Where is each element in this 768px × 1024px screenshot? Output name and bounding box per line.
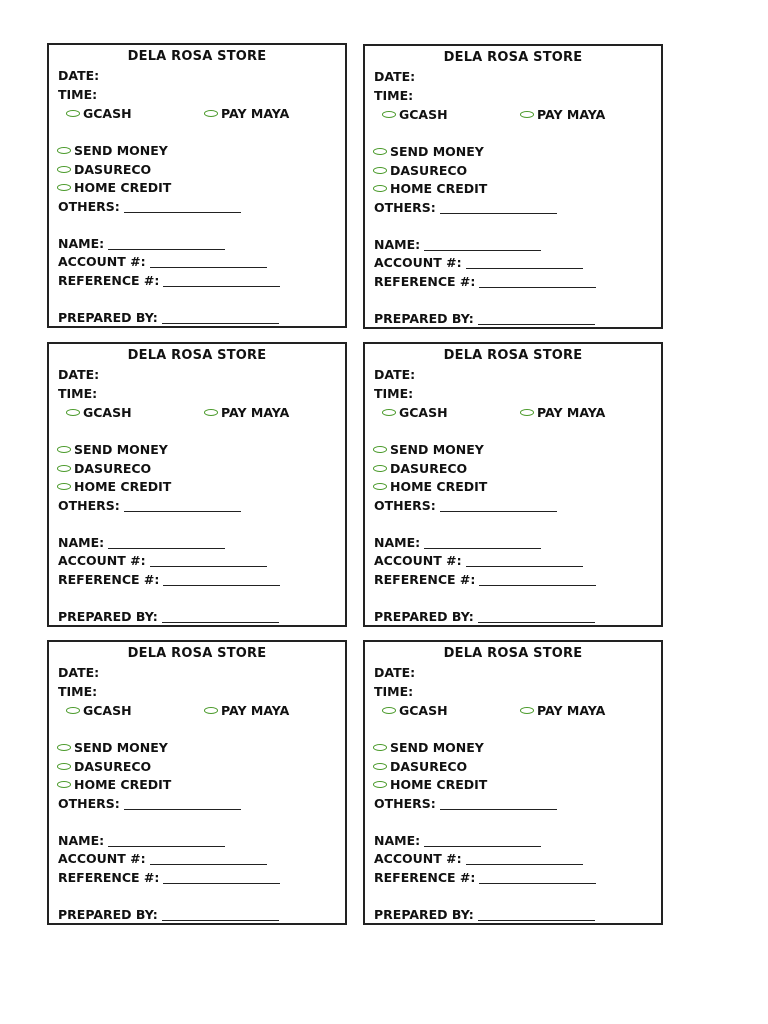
account-label: ACCOUNT #: <box>58 254 146 269</box>
date-label: DATE: <box>58 665 100 680</box>
others-label: OTHERS: <box>58 199 120 214</box>
account-field[interactable] <box>466 257 583 269</box>
home-credit-radio-icon[interactable] <box>57 483 71 490</box>
name-field[interactable] <box>424 537 541 549</box>
dasureco-radio-icon[interactable] <box>57 465 71 472</box>
reference-row <box>374 870 596 885</box>
others-label: OTHERS: <box>374 796 436 811</box>
time-row <box>58 87 97 102</box>
home-credit-radio-icon[interactable] <box>373 483 387 490</box>
paymaya-label: PAY MAYA <box>537 405 606 420</box>
paymaya-radio-icon[interactable] <box>520 707 534 714</box>
home-credit-label: HOME CREDIT <box>390 777 488 792</box>
home-credit-label: HOME CREDIT <box>74 180 172 195</box>
dasureco-option[interactable] <box>373 163 467 178</box>
name-label: NAME: <box>58 535 105 550</box>
dasureco-label: DASURECO <box>390 759 468 774</box>
date-row <box>374 367 415 382</box>
home-credit-option[interactable] <box>57 180 171 195</box>
prepared-by-field[interactable] <box>162 312 279 324</box>
date-row <box>58 68 99 83</box>
others-label: OTHERS: <box>374 498 436 513</box>
account-label: ACCOUNT #: <box>58 553 146 568</box>
name-row <box>58 535 225 550</box>
account-row <box>58 553 267 568</box>
paymaya-option[interactable] <box>204 703 289 718</box>
time-row <box>374 684 413 699</box>
others-field[interactable] <box>124 201 241 213</box>
store-name: DELA ROSA STORE <box>443 50 583 65</box>
gcash-radio-icon[interactable] <box>382 111 396 118</box>
paymaya-option[interactable] <box>204 106 289 121</box>
name-row <box>374 237 541 252</box>
prepared-by-row <box>58 609 279 624</box>
send-money-radio-icon[interactable] <box>57 147 71 154</box>
others-label: OTHERS: <box>58 796 120 811</box>
name-label: NAME: <box>58 236 105 251</box>
reference-field[interactable] <box>479 574 596 586</box>
time-label: TIME: <box>58 386 98 401</box>
home-credit-option[interactable] <box>57 777 171 792</box>
paymaya-radio-icon[interactable] <box>204 707 218 714</box>
reference-field[interactable] <box>479 276 596 288</box>
name-field[interactable] <box>108 835 225 847</box>
account-row <box>374 851 583 866</box>
others-field[interactable] <box>124 798 241 810</box>
time-label: TIME: <box>58 684 98 699</box>
voucher-card <box>47 640 347 925</box>
gcash-label: GCASH <box>399 703 448 718</box>
name-label: NAME: <box>374 833 421 848</box>
dasureco-radio-icon[interactable] <box>57 166 71 173</box>
gcash-radio-icon[interactable] <box>66 707 80 714</box>
prepared-by-field[interactable] <box>478 611 595 623</box>
others-row <box>58 498 241 513</box>
gcash-label: GCASH <box>83 405 132 420</box>
voucher-card <box>47 342 347 627</box>
others-field[interactable] <box>440 202 557 214</box>
send-money-label: SEND MONEY <box>390 442 484 457</box>
dasureco-option[interactable] <box>57 461 151 476</box>
store-name: DELA ROSA STORE <box>127 646 267 661</box>
gcash-radio-icon[interactable] <box>382 409 396 416</box>
reference-label: REFERENCE #: <box>58 273 160 288</box>
dasureco-option[interactable] <box>57 759 151 774</box>
time-row <box>58 386 97 401</box>
home-credit-option[interactable] <box>57 479 171 494</box>
send-money-label: SEND MONEY <box>390 740 484 755</box>
reference-label: REFERENCE #: <box>58 870 160 885</box>
dasureco-option[interactable] <box>373 759 467 774</box>
reference-row <box>58 572 280 587</box>
others-row <box>58 796 241 811</box>
dasureco-label: DASURECO <box>74 461 152 476</box>
paymaya-option[interactable] <box>520 405 605 420</box>
account-row <box>58 851 267 866</box>
reference-label: REFERENCE #: <box>374 274 476 289</box>
name-label: NAME: <box>58 833 105 848</box>
prepared-by-label: PREPARED BY: <box>374 609 474 624</box>
dasureco-label: DASURECO <box>74 759 152 774</box>
voucher-card <box>363 640 663 925</box>
name-field[interactable] <box>424 835 541 847</box>
send-money-label: SEND MONEY <box>390 144 484 159</box>
account-field[interactable] <box>150 256 267 268</box>
paymaya-label: PAY MAYA <box>537 107 606 122</box>
gcash-option[interactable] <box>382 703 448 718</box>
reference-label: REFERENCE #: <box>58 572 160 587</box>
reference-row <box>374 274 596 289</box>
date-label: DATE: <box>374 665 416 680</box>
prepared-by-row <box>58 907 279 922</box>
reference-field[interactable] <box>163 574 280 586</box>
home-credit-option[interactable] <box>373 181 487 196</box>
paymaya-label: PAY MAYA <box>221 405 290 420</box>
paymaya-radio-icon[interactable] <box>204 409 218 416</box>
gcash-label: GCASH <box>399 107 448 122</box>
dasureco-option[interactable] <box>373 461 467 476</box>
account-row <box>374 553 583 568</box>
date-row <box>58 367 99 382</box>
voucher-card <box>363 342 663 627</box>
paymaya-radio-icon[interactable] <box>520 409 534 416</box>
time-label: TIME: <box>374 88 414 103</box>
paymaya-radio-icon[interactable] <box>204 110 218 117</box>
name-label: NAME: <box>374 535 421 550</box>
date-label: DATE: <box>374 367 416 382</box>
prepared-by-label: PREPARED BY: <box>374 907 474 922</box>
paymaya-label: PAY MAYA <box>221 106 290 121</box>
prepared-by-row <box>374 311 595 326</box>
account-row <box>58 254 267 269</box>
prepared-by-row <box>374 907 595 922</box>
gcash-label: GCASH <box>83 703 132 718</box>
send-money-radio-icon[interactable] <box>57 744 71 751</box>
others-field[interactable] <box>124 500 241 512</box>
prepared-by-field[interactable] <box>162 909 279 921</box>
account-label: ACCOUNT #: <box>374 851 462 866</box>
dasureco-option[interactable] <box>57 162 151 177</box>
reference-row <box>58 273 280 288</box>
send-money-option[interactable] <box>373 740 484 755</box>
paymaya-option[interactable] <box>520 703 605 718</box>
name-row <box>58 833 225 848</box>
home-credit-label: HOME CREDIT <box>74 777 172 792</box>
name-label: NAME: <box>374 237 421 252</box>
prepared-by-row <box>374 609 595 624</box>
others-row <box>374 796 557 811</box>
date-label: DATE: <box>58 68 100 83</box>
send-money-option[interactable] <box>57 442 168 457</box>
gcash-radio-icon[interactable] <box>66 110 80 117</box>
date-row <box>58 665 99 680</box>
time-label: TIME: <box>374 684 414 699</box>
store-name: DELA ROSA STORE <box>127 49 267 64</box>
send-money-option[interactable] <box>373 144 484 159</box>
dasureco-label: DASURECO <box>74 162 152 177</box>
name-row <box>374 535 541 550</box>
send-money-option[interactable] <box>57 740 168 755</box>
account-field[interactable] <box>466 555 583 567</box>
reference-row <box>374 572 596 587</box>
others-label: OTHERS: <box>58 498 120 513</box>
home-credit-radio-icon[interactable] <box>373 185 387 192</box>
account-label: ACCOUNT #: <box>58 851 146 866</box>
others-row <box>58 199 241 214</box>
prepared-by-field[interactable] <box>478 313 595 325</box>
paymaya-label: PAY MAYA <box>221 703 290 718</box>
date-label: DATE: <box>374 69 416 84</box>
gcash-radio-icon[interactable] <box>382 707 396 714</box>
paymaya-option[interactable] <box>204 405 289 420</box>
others-field[interactable] <box>440 500 557 512</box>
paymaya-option[interactable] <box>520 107 605 122</box>
dasureco-label: DASURECO <box>390 461 468 476</box>
voucher-card <box>363 44 663 329</box>
gcash-option[interactable] <box>382 405 448 420</box>
send-money-radio-icon[interactable] <box>373 446 387 453</box>
home-credit-radio-icon[interactable] <box>373 781 387 788</box>
prepared-by-label: PREPARED BY: <box>374 311 474 326</box>
time-row <box>58 684 97 699</box>
account-label: ACCOUNT #: <box>374 553 462 568</box>
home-credit-label: HOME CREDIT <box>390 181 488 196</box>
home-credit-label: HOME CREDIT <box>74 479 172 494</box>
gcash-option[interactable] <box>66 106 132 121</box>
dasureco-radio-icon[interactable] <box>373 167 387 174</box>
send-money-label: SEND MONEY <box>74 442 168 457</box>
send-money-radio-icon[interactable] <box>57 446 71 453</box>
time-row <box>374 386 413 401</box>
dasureco-label: DASURECO <box>390 163 468 178</box>
reference-field[interactable] <box>163 872 280 884</box>
others-field[interactable] <box>440 798 557 810</box>
prepared-by-label: PREPARED BY: <box>58 310 158 325</box>
store-name: DELA ROSA STORE <box>127 348 267 363</box>
time-row <box>374 88 413 103</box>
send-money-option[interactable] <box>57 143 168 158</box>
others-row <box>374 498 557 513</box>
name-field[interactable] <box>108 537 225 549</box>
gcash-label: GCASH <box>399 405 448 420</box>
time-label: TIME: <box>58 87 98 102</box>
store-name: DELA ROSA STORE <box>443 646 583 661</box>
send-money-radio-icon[interactable] <box>373 148 387 155</box>
home-credit-option[interactable] <box>373 777 487 792</box>
prepared-by-row <box>58 310 279 325</box>
others-label: OTHERS: <box>374 200 436 215</box>
name-row <box>58 236 225 251</box>
home-credit-radio-icon[interactable] <box>57 781 71 788</box>
account-field[interactable] <box>150 555 267 567</box>
gcash-label: GCASH <box>83 106 132 121</box>
prepared-by-label: PREPARED BY: <box>58 907 158 922</box>
voucher-card <box>47 43 347 328</box>
home-credit-label: HOME CREDIT <box>390 479 488 494</box>
send-money-label: SEND MONEY <box>74 143 168 158</box>
prepared-by-field[interactable] <box>162 611 279 623</box>
name-field[interactable] <box>424 239 541 251</box>
paymaya-label: PAY MAYA <box>537 703 606 718</box>
date-row <box>374 665 415 680</box>
date-row <box>374 69 415 84</box>
reference-label: REFERENCE #: <box>374 572 476 587</box>
dasureco-radio-icon[interactable] <box>373 465 387 472</box>
account-field[interactable] <box>150 853 267 865</box>
time-label: TIME: <box>374 386 414 401</box>
send-money-radio-icon[interactable] <box>373 744 387 751</box>
home-credit-option[interactable] <box>373 479 487 494</box>
home-credit-radio-icon[interactable] <box>57 184 71 191</box>
gcash-option[interactable] <box>66 405 132 420</box>
reference-row <box>58 870 280 885</box>
reference-label: REFERENCE #: <box>374 870 476 885</box>
account-label: ACCOUNT #: <box>374 255 462 270</box>
reference-field[interactable] <box>479 872 596 884</box>
others-row <box>374 200 557 215</box>
name-field[interactable] <box>108 238 225 250</box>
name-row <box>374 833 541 848</box>
store-name: DELA ROSA STORE <box>443 348 583 363</box>
prepared-by-field[interactable] <box>478 909 595 921</box>
dasureco-radio-icon[interactable] <box>57 763 71 770</box>
dasureco-radio-icon[interactable] <box>373 763 387 770</box>
send-money-option[interactable] <box>373 442 484 457</box>
send-money-label: SEND MONEY <box>74 740 168 755</box>
gcash-option[interactable] <box>382 107 448 122</box>
gcash-radio-icon[interactable] <box>66 409 80 416</box>
account-row <box>374 255 583 270</box>
reference-field[interactable] <box>163 275 280 287</box>
account-field[interactable] <box>466 853 583 865</box>
date-label: DATE: <box>58 367 100 382</box>
paymaya-radio-icon[interactable] <box>520 111 534 118</box>
gcash-option[interactable] <box>66 703 132 718</box>
prepared-by-label: PREPARED BY: <box>58 609 158 624</box>
